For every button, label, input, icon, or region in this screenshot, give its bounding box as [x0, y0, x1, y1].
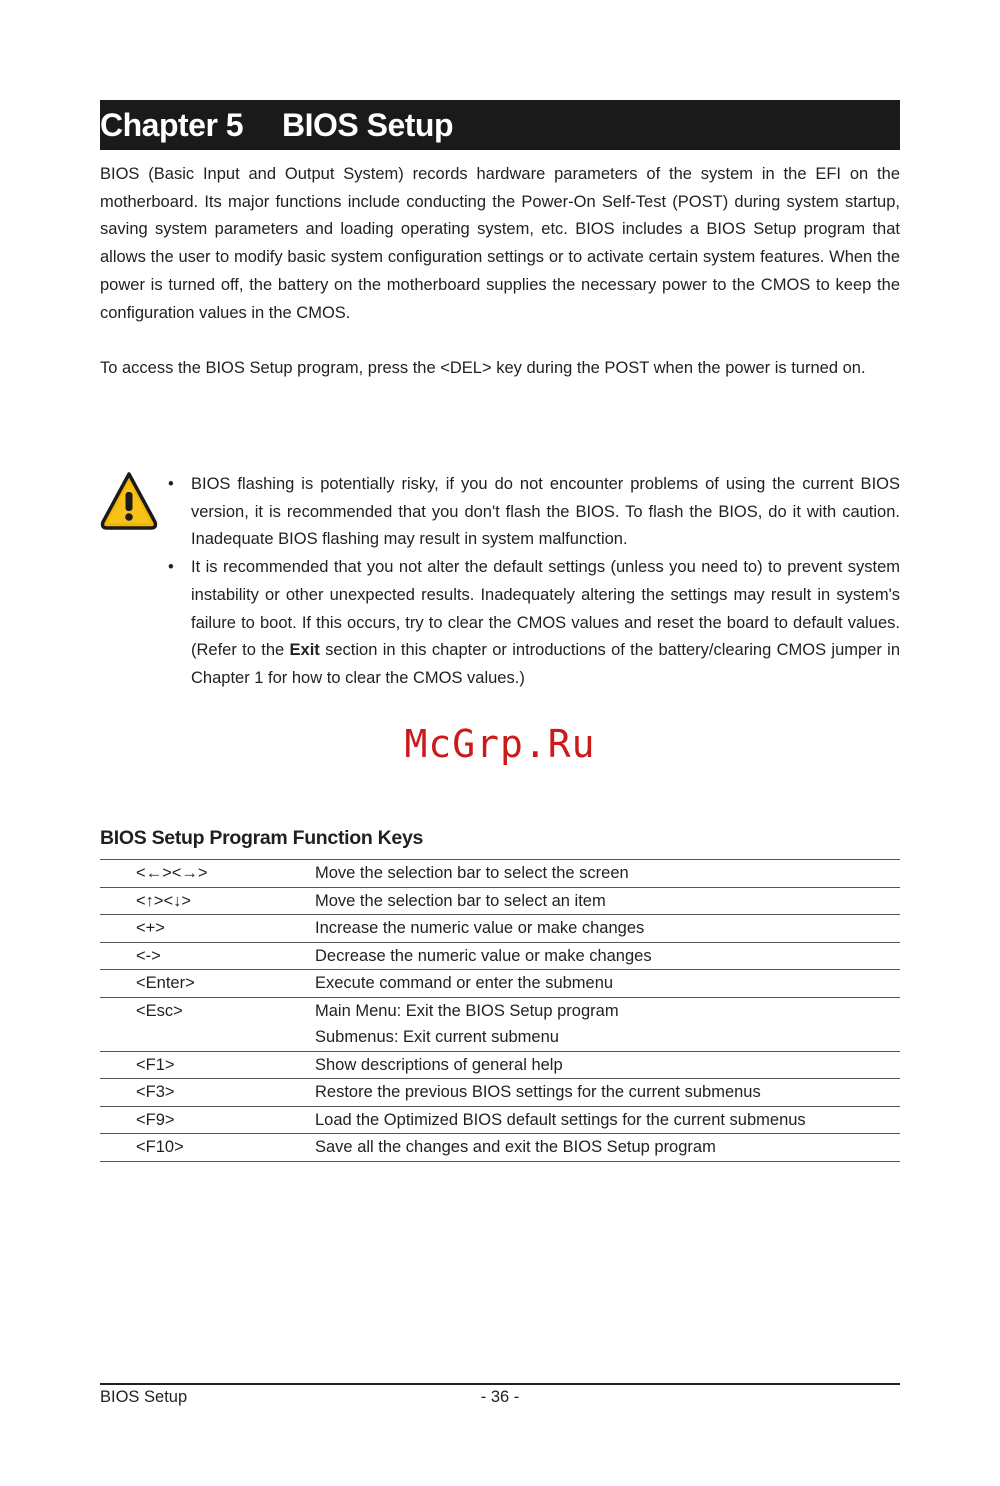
- desc-cell: Increase the numeric value or make changes: [315, 915, 900, 943]
- access-paragraph: To access the BIOS Setup program, press the <DEL> key during the POST when the power is turned on.: [100, 359, 866, 377]
- footer-rule: [100, 1383, 900, 1385]
- warning-notes: [168, 471, 900, 693]
- page-number: - 36 -: [480, 1388, 520, 1406]
- key-cell: <↑><↓>: [100, 887, 315, 915]
- bullet-marker: •: [168, 558, 174, 577]
- desc-line: Submenus: Exit current submenu: [315, 1028, 559, 1046]
- warning-note-defaults: [168, 554, 900, 693]
- function-keys-table: [100, 859, 900, 1162]
- table-row: [100, 1051, 900, 1079]
- table-row: [100, 970, 900, 998]
- desc-cell: Decrease the numeric value or make changes: [315, 942, 900, 970]
- desc-cell: Move the selection bar to select an item: [315, 887, 900, 915]
- desc-cell: Restore the previous BIOS settings for the current submenus: [315, 1079, 900, 1107]
- key-cell: <F9>: [100, 1106, 315, 1134]
- table-row: [100, 1106, 900, 1134]
- chapter-title: BIOS Setup: [282, 106, 454, 143]
- key-cell: <F1>: [100, 1051, 315, 1079]
- table-row: [100, 942, 900, 970]
- table-row: [100, 887, 900, 915]
- desc-cell: Move the selection bar to select the screen: [315, 860, 900, 888]
- desc-cell: [315, 997, 900, 1051]
- warning-icon: [100, 470, 158, 536]
- desc-cell: Show descriptions of general help: [315, 1051, 900, 1079]
- key-cell: <←><→>: [100, 860, 315, 888]
- manual-page: [100, 0, 900, 1486]
- key-cell: <Esc>: [100, 997, 315, 1051]
- footer-section-label: BIOS Setup: [100, 1388, 188, 1406]
- table-row: [100, 915, 900, 943]
- table-row: [100, 997, 900, 1051]
- key-cell: <+>: [100, 915, 315, 943]
- table-row: [100, 1079, 900, 1107]
- chapter-number: Chapter 5: [100, 106, 244, 143]
- desc-line: Main Menu: Exit the BIOS Setup program: [315, 1001, 619, 1020]
- warning-note-flashing: [168, 471, 900, 554]
- watermark: McGrp.Ru: [404, 722, 596, 766]
- desc-cell: Execute command or enter the submenu: [315, 970, 900, 998]
- key-cell: <Enter>: [100, 970, 315, 998]
- table-row: [100, 1134, 900, 1162]
- key-cell: <F3>: [100, 1079, 315, 1107]
- chapter-header: [100, 100, 900, 150]
- exit-reference: Exit: [289, 641, 320, 660]
- function-keys-title: BIOS Setup Program Function Keys: [100, 827, 424, 849]
- desc-cell: Save all the changes and exit the BIOS Setup program: [315, 1134, 900, 1162]
- note-text-before: It is recommended that you not alter the default settings (unless you need to) to prevent system instability or other unexpected results. Inadequately altering the settings may result in system's failure to boot. If this occurs, try to clear the CMOS values and reset the board to default values. (Refer to the: [191, 558, 900, 660]
- key-cell: <->: [100, 942, 315, 970]
- desc-cell: Load the Optimized BIOS default settings for the current submenus: [315, 1106, 900, 1134]
- note-text-after: section in this chapter or introductions of the battery/clearing CMOS jumper in Chapter 1 for how to clear the CMOS values.): [191, 641, 900, 687]
- table-row: [100, 860, 900, 888]
- note-text: BIOS flashing is potentially risky, if you do not encounter problems of using the current BIOS version, it is recommended that you don't flash the BIOS. To flash the BIOS, do it with caution. Inadequate BIOS flashing may result in system malfunction.: [191, 475, 900, 549]
- intro-paragraph: BIOS (Basic Input and Output System) records hardware parameters of the system in the EFI on the motherboard. Its major functions include conducting the Power-On Self-Test (POST) during system startup, saving system parameters and loading operating system, etc. BIOS includes a BIOS Setup program that allows the user to modify basic system configuration settings or to activate certain system features. When the power is turned off, the battery on the motherboard supplies the necessary power to the CMOS to keep the configuration values in the CMOS.: [100, 165, 900, 322]
- key-cell: <F10>: [100, 1134, 315, 1162]
- bullet-marker: •: [168, 475, 174, 493]
